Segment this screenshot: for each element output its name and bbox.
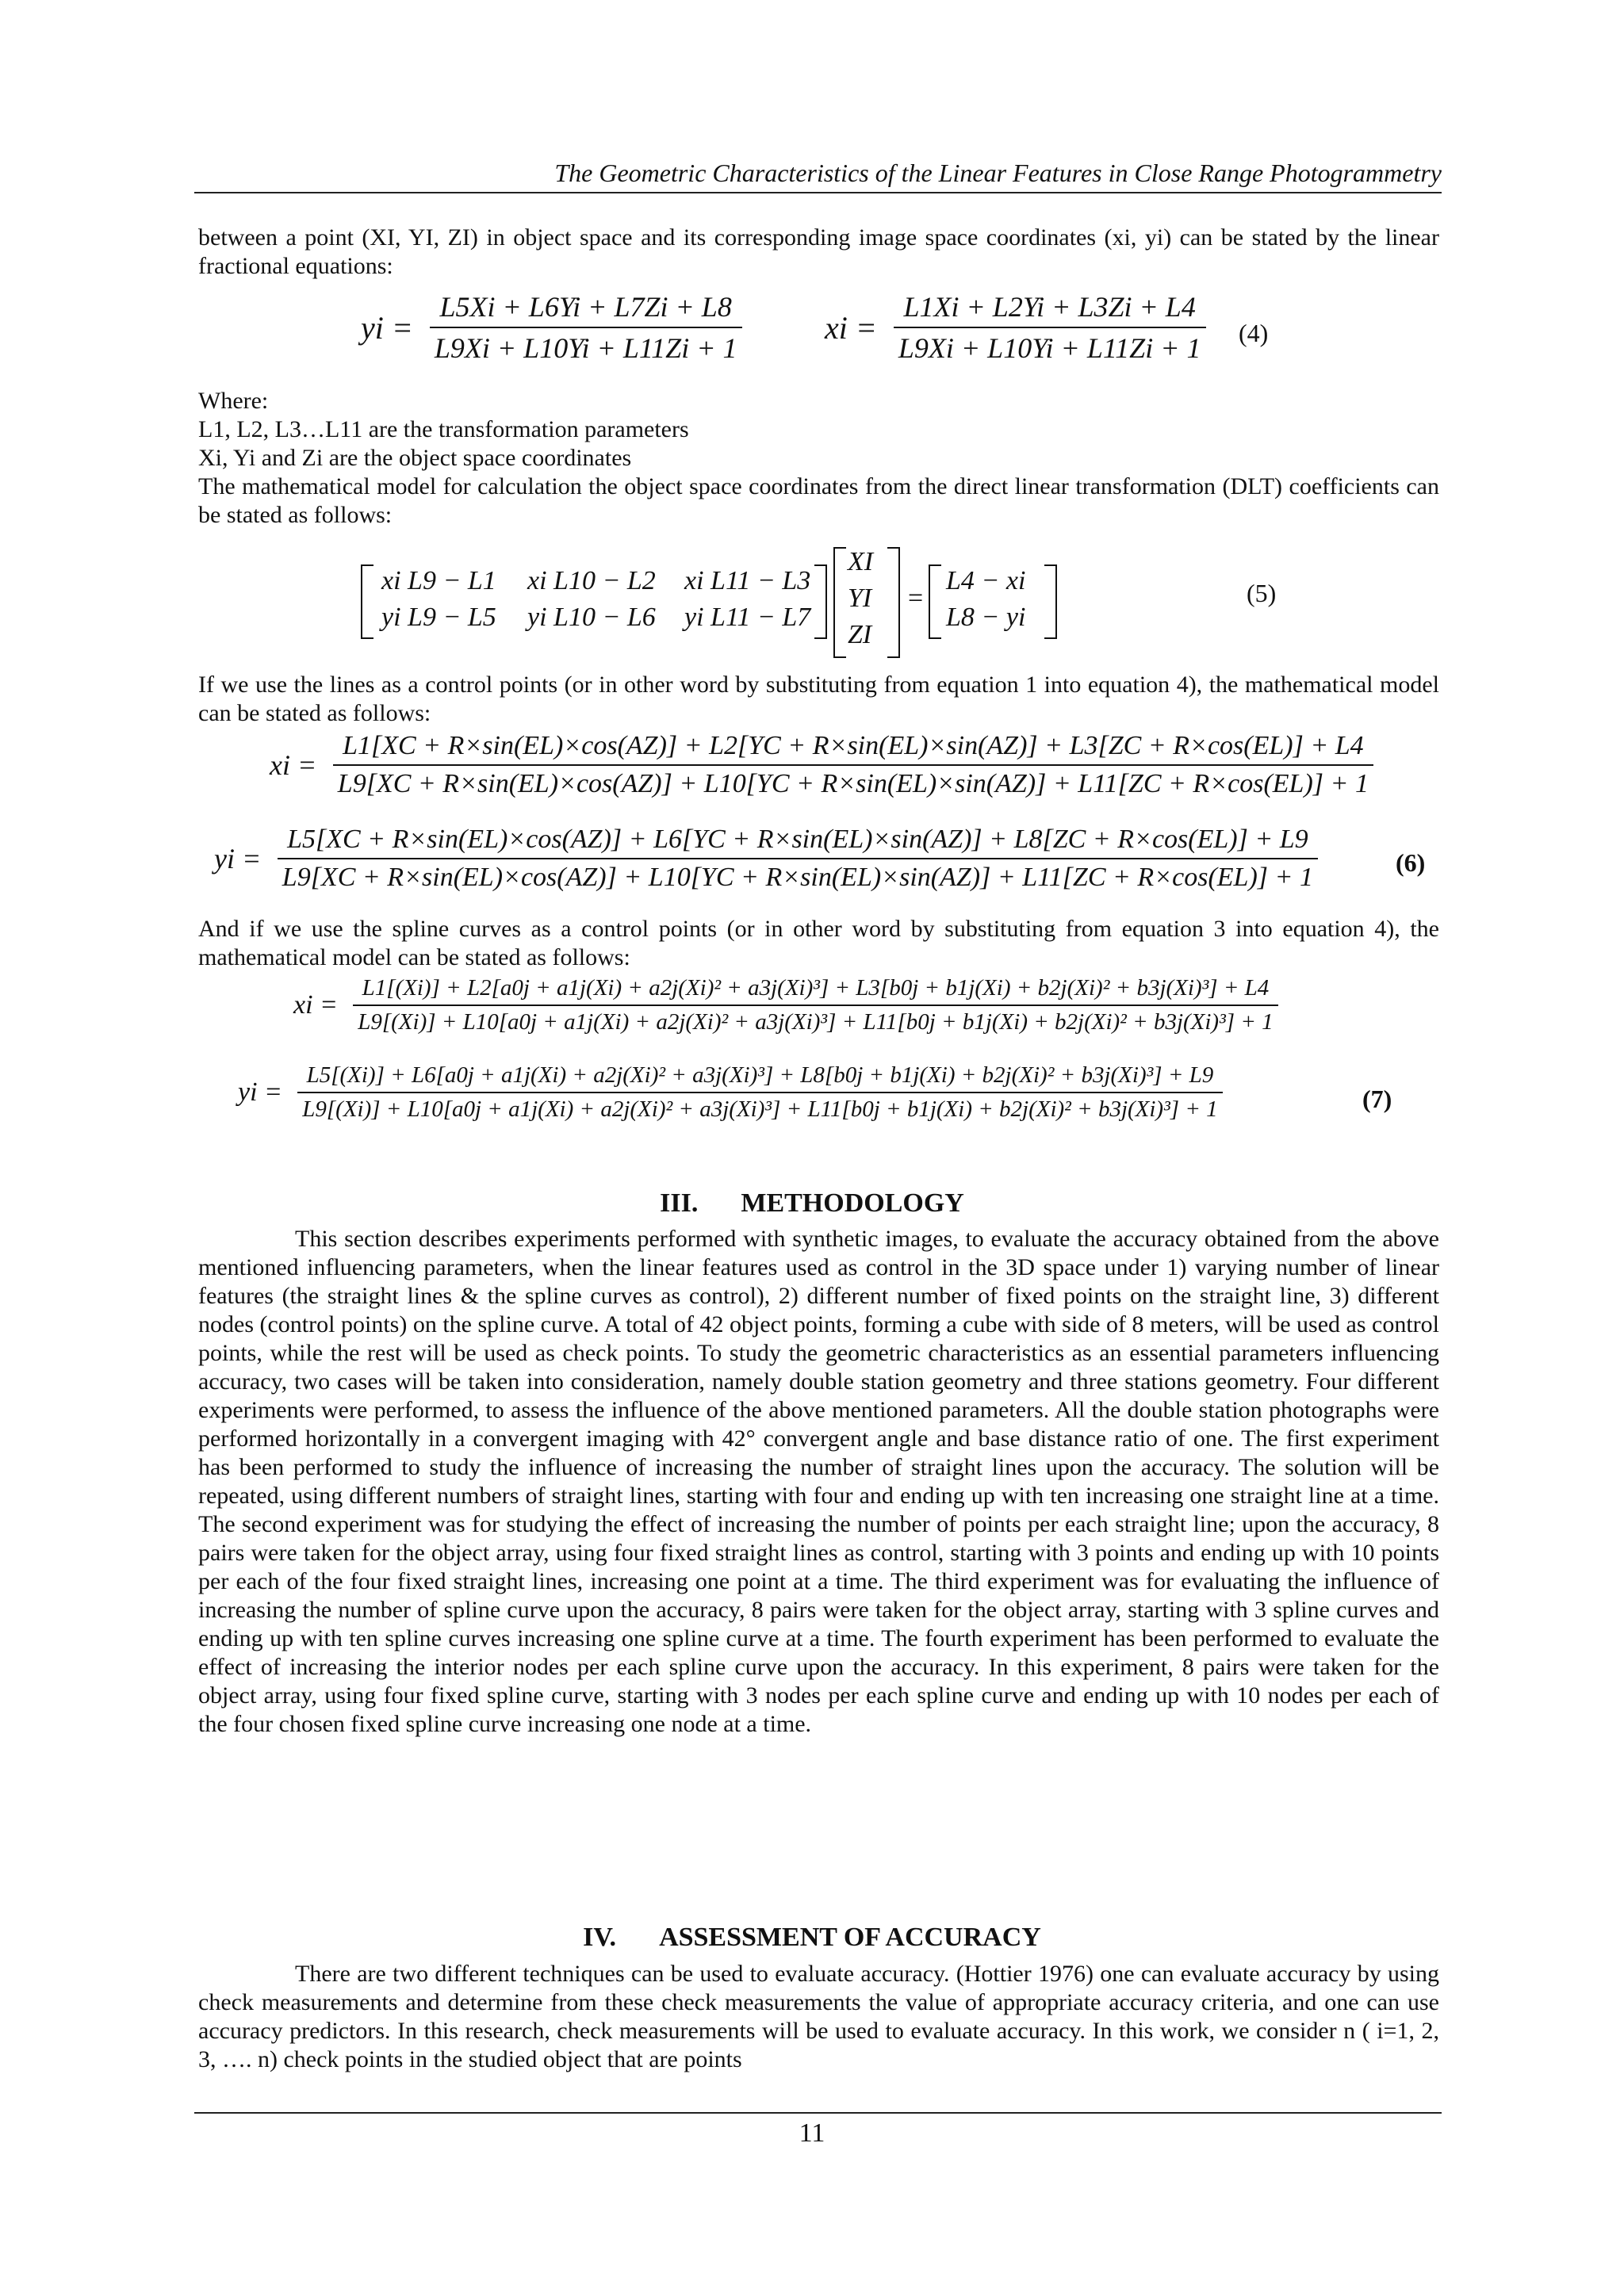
eq7-x-lhs: xi = xyxy=(293,990,338,1020)
page-number: 11 xyxy=(799,2118,825,2148)
matrix-bracket-right xyxy=(814,564,827,639)
eq5-label: (5) xyxy=(1247,579,1277,607)
equation-6-x xyxy=(270,731,1373,799)
vector-cell: ZI xyxy=(848,620,872,649)
fraction-bar xyxy=(894,327,1206,328)
eq6-x-denominator: L9[XC + R×sin(EL)×cos(AZ)] + L10[YC + R×sin(EL)×sin(AZ)] + L11[ZC + R×cos(EL)] + 1 xyxy=(337,769,1369,798)
eq7-y-lhs: yi = xyxy=(238,1077,282,1107)
fraction-bar xyxy=(333,764,1373,766)
where-line-3: The mathematical model for calculation the object space coordinates from the direct linear transformation (DLT) coefficients can be stated as follows: xyxy=(198,473,1439,528)
eq7-label: (7) xyxy=(1362,1085,1392,1113)
eq4-x-numerator: L1Xi + L2Yi + L3Zi + L4 xyxy=(903,291,1196,323)
fraction-bar xyxy=(430,327,742,328)
section-4-text: There are two different techniques can be used to evaluate accuracy. (Hottier 1976) one can evaluate accuracy by using check measurements and determine from these check measurements the value of appropriate accuracy criteria, and one can use accuracy predictors. In this research, check measurements will be used to evaluate accuracy. In this work, we consider n ( i=1, 2, 3, …. n) check points in the studied object that are points xyxy=(198,1961,1439,2072)
spline-intro-text: And if we use the spline curves as a control points (or in other word by substituting from equation 3 into equation 4), the mathematical model can be stated as follows: xyxy=(198,916,1439,970)
eq4-label: (4) xyxy=(1239,319,1269,347)
section-3-text: This section describes experiments performed with synthetic images, to evaluate the accuracy obtained from the above mentioned influencing parameters, when the linear features used as control in the 3D space under 1) varying number of linear features (the straight lines & the spline curves as control), 2) different number of fixed points on the straight line, 3) different nodes (control points) on the spline curve. A total of 42 object points, forming a cube with side of 8 meters, will be used as control points, while the rest will be used as check points. To study the geometric characteristics as an essential parameters influencing accuracy, two cases will be taken into consideration, namely double station geometry and three stations geometry. Four different experiments were performed, to assess the influence of the above mentioned parameters. All the double station photographs were performed horizontally in a convergent imaging with 42° convergent angle and base distance ratio of one. The first experiment has been performed to study the influence of increasing the number of straight lines upon the accuracy. The solution will be repeated, using different numbers of straight lines, starting with four and ending up with ten increasing one straight line at a time. The second experiment was for studying the effect of increasing the number of points per each straight line; upon the accuracy, 8 pairs were taken for the object array, using four fixed straight lines as control, starting with 3 points and ending up with 10 points per each of the four fixed straight lines, increasing one point at a time. The third experiment was for evaluating the influence of increasing the number of spline curve upon the accuracy, 8 pairs were taken for the object array, starting with 3 spline curves and ending up with ten spline curves increasing one spline curve at a time. The fourth experiment has been performed to evaluate the effect of increasing the interior nodes per each spline curve upon the accuracy. In this experiment, 8 pairs were taken for the object array, using four fixed spline curve, starting with 3 nodes per each spline curve and ending up with 10 nodes per each of the four chosen fixed spline curve increasing one node at a time. xyxy=(198,1226,1439,1737)
eq7-y-denominator: L9[(Xi)] + L10[a0j + a1j(Xi) + a2j(Xi)² + a3j(Xi)³] + L11[b0j + b1j(Xi) + b2j(Xi)² + b3j(Xi)³] + 1 xyxy=(302,1096,1218,1122)
fraction-bar xyxy=(278,858,1318,859)
section-4-number: IV. xyxy=(583,1923,617,1952)
section-3-heading xyxy=(0,1188,1624,1219)
vector-cell: YI xyxy=(848,584,872,613)
eq4-x-fraction xyxy=(894,290,1206,365)
eq4-y-denominator: L9Xi + L10Yi + L11Zi + 1 xyxy=(434,332,737,364)
matrix-bracket-left xyxy=(361,564,373,639)
rhs-cell: L4 − xi xyxy=(946,566,1026,595)
rhs-bracket-right xyxy=(1044,564,1057,639)
equation-4-x xyxy=(825,290,1206,365)
where-line-2: Xi, Yi and Zi are the object space coordinates xyxy=(198,445,632,471)
section-4-heading xyxy=(0,1922,1624,1954)
equation-6-y xyxy=(214,825,1318,893)
matrix-cell: yi L9 − L5 xyxy=(381,603,496,632)
section-3-title: METHODOLOGY xyxy=(741,1188,964,1218)
where-line-1: L1, L2, L3…L11 are the transformation parameters xyxy=(198,416,689,442)
eq4-x-lhs: xi = xyxy=(825,309,877,346)
eq6-label: (6) xyxy=(1396,848,1426,877)
eq6-x-fraction xyxy=(333,731,1373,799)
matrix-cell: xi L11 − L3 xyxy=(684,566,811,595)
section-3-body xyxy=(198,1225,1439,1739)
vector-cell: XI xyxy=(848,547,874,576)
eq4-y-lhs: yi = xyxy=(361,309,413,346)
eq6-x-numerator: L1[XC + R×sin(EL)×cos(AZ)] + L2[YC + R×sin(EL)×sin(AZ)] + L3[ZC + R×cos(EL)] + L4 xyxy=(343,731,1364,760)
fraction-bar xyxy=(297,1092,1222,1093)
footer-rule xyxy=(194,2112,1442,2114)
eq4-y-fraction xyxy=(430,290,742,365)
equation-7-y xyxy=(238,1062,1223,1123)
header-rule xyxy=(194,192,1442,193)
equation-4-y xyxy=(361,290,742,365)
eq6-y-lhs: yi = xyxy=(214,843,262,874)
eq6-y-numerator: L5[XC + R×sin(EL)×cos(AZ)] + L6[YC + R×sin(EL)×sin(AZ)] + L8[ZC + R×cos(EL)] + L9 xyxy=(287,825,1308,854)
matrix-cell: yi L10 − L6 xyxy=(527,603,656,632)
eq6-x-lhs: xi = xyxy=(270,749,317,781)
where-block xyxy=(198,387,1439,530)
rhs-bracket-left xyxy=(929,564,941,639)
matrix-cell: xi L9 − L1 xyxy=(381,566,496,595)
vector-bracket-right xyxy=(887,547,900,658)
vector-bracket-left xyxy=(833,547,846,658)
eq4-y-numerator: L5Xi + L6Yi + L7Zi + L8 xyxy=(439,291,732,323)
eq6-y-fraction xyxy=(278,825,1318,893)
running-header: The Geometric Characteristics of the Linear Features in Close Range Photogrammetry xyxy=(554,159,1442,187)
fraction-bar xyxy=(353,1004,1277,1006)
eq7-x-numerator: L1[(Xi)] + L2[a0j + a1j(Xi) + a2j(Xi)² + a3j(Xi)³] + L3[b0j + b1j(Xi) + b2j(Xi)² + b3j(Xi)³] + L4 xyxy=(362,975,1270,1001)
equation-7-x xyxy=(293,975,1278,1035)
eq4-x-denominator: L9Xi + L10Yi + L11Zi + 1 xyxy=(898,332,1201,364)
equals-sign: = xyxy=(908,584,924,613)
lines-intro-text: If we use the lines as a control points (or in other word by substituting from equation 1 into equation 4), the mathematical model can be stated as follows: xyxy=(198,672,1439,726)
section-4-body xyxy=(198,1960,1439,2074)
eq7-x-fraction xyxy=(353,975,1277,1035)
matrix-cell: yi L11 − L7 xyxy=(684,603,811,632)
matrix-cell: xi L10 − L2 xyxy=(527,566,656,595)
eq6-y-denominator: L9[XC + R×sin(EL)×cos(AZ)] + L10[YC + R×sin(EL)×sin(AZ)] + L11[ZC + R×cos(EL)] + 1 xyxy=(282,863,1313,892)
intro-text: between a point (XI, YI, ZI) in object space and its corresponding image space coordinates (xi, yi) can be stated by the linear fractional equations: xyxy=(198,224,1439,279)
where-title: Where: xyxy=(198,388,269,414)
eq7-x-denominator: L9[(Xi)] + L10[a0j + a1j(Xi) + a2j(Xi)² + a3j(Xi)³] + L11[b0j + b1j(Xi) + b2j(Xi)² + b3j(Xi)³] + 1 xyxy=(358,1009,1274,1035)
eq7-y-numerator: L5[(Xi)] + L6[a0j + a1j(Xi) + a2j(Xi)² + a3j(Xi)³] + L8[b0j + b1j(Xi) + b2j(Xi)² + b3j(Xi)³] + L9 xyxy=(306,1062,1214,1088)
rhs-cell: L8 − yi xyxy=(946,603,1026,632)
spline-intro-paragraph xyxy=(198,915,1439,972)
lines-intro-paragraph xyxy=(198,671,1439,728)
eq7-y-fraction xyxy=(297,1062,1222,1123)
section-4-title: ASSESSMENT OF ACCURACY xyxy=(659,1923,1041,1952)
equation-5 xyxy=(361,547,1074,658)
intro-paragraph xyxy=(198,224,1439,281)
section-3-number: III. xyxy=(660,1188,699,1218)
